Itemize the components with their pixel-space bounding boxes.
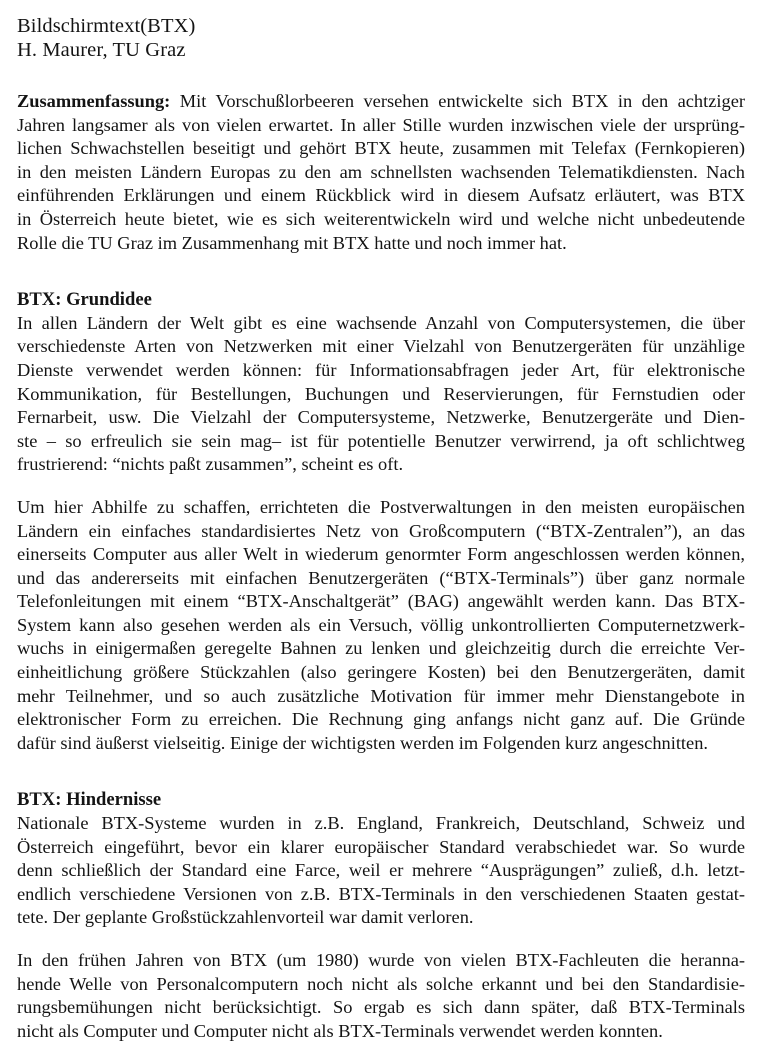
text-line: hende Welle von Personalcomputern noch nicht als solche erkannt und bei den Standardisie- <box>17 973 745 994</box>
section-heading-hindernisse: BTX: Hindernisse <box>17 789 162 811</box>
text-line: Nationale BTX-Systeme wurden in z.B. England, Frankreich, Deutschland, Schweiz und <box>17 813 745 834</box>
text-line: rungsbemühungen nicht berücksichtigt. So ergab es sich dann später, daß BTX-Terminals <box>17 997 745 1018</box>
abstract-line: in Österreich heute bietet, wie es sich weiterentwickeln wird und welche nicht unbedeutende <box>17 208 745 229</box>
section-grundidee-paragraph-2 <box>17 496 745 756</box>
spacer <box>17 263 745 288</box>
text-line: Dienste verwendet werden können: für Informationsabfragen jeder Art, für elektronische <box>17 359 745 380</box>
text-line: In den frühen Jahren von BTX (um 1980) wurde von vielen BTX-Fachleuten die heranna- <box>17 950 745 970</box>
text-line: einerseits Computer aus aller Welt in wiederum genormter Form angeschlossen werden können, <box>17 544 745 565</box>
text-line: Kommunikation, für Bestellungen, Buchungen und Reservierungen, für Fernstudien oder <box>17 383 745 404</box>
text-line: verschiedenste Arten von Netzwerken mit einer Vielzahl von Benutzergeräten für unzählige <box>17 336 745 357</box>
spacer <box>17 485 745 496</box>
text-line: Österreich eingeführt, bevor ein klarer europäischer Standard verabschiedet war. So wurde <box>17 836 745 857</box>
document-author: H. Maurer, TU Graz <box>17 39 186 61</box>
title-block <box>17 14 745 62</box>
text-line: Telefonleitungen mit einem “BTX-Anschaltgerät” (BAG) angewählt werden kann. Das BTX- <box>17 591 745 612</box>
text-line: ste – so erfreulich sie sein mag– ist für potentielle Benutzer verwirrend, ja oft schlichtweg <box>17 430 745 451</box>
spacer <box>17 763 745 788</box>
text-line: mehr Teilnehmer, und so auch zusätzliche Motivation für immer mehr Dienstangebote in <box>17 685 745 706</box>
abstract-label: Zusammenfassung: <box>17 91 171 111</box>
text-line: Um hier Abhilfe zu schaffen, errichteten die Postverwaltungen in den meisten europäischen <box>17 496 745 517</box>
text-line: Fernarbeit, usw. Die Vielzahl der Computersysteme, Netzwerke, Benutzergeräte und Dien- <box>17 407 745 428</box>
abstract-line: einführenden Erklärungen und einem Rückblick wird in diesem Aufsatz erläutert, was BTX <box>17 185 745 206</box>
text-line: einheitlichung größere Stückzahlen (also geringere Kosten) bei den Benutzergeräten, damit <box>17 662 745 683</box>
abstract-line: in den meisten Ländern Europas zu den am schnellsten wachsenden Telematikdiensten. Nach <box>17 161 745 182</box>
text-line: Ländern ein einfaches standardisiertes Netz von Großcomputern (“BTX-Zentralen”), an das <box>17 520 745 541</box>
document-content <box>17 14 745 1043</box>
section-heading-grundidee: BTX: Grundidee <box>17 289 152 311</box>
text-line: In allen Ländern der Welt gibt es eine wachsende Anzahl von Computersystemen, die über <box>17 312 745 333</box>
text-line: wuchs in einigermaßen geregelte Bahnen zu lenken und gleichzeitig durch die erreichte Ver- <box>17 638 745 659</box>
page-title: Bildschirmtext(BTX) <box>17 15 196 37</box>
abstract-line-text: Mit Vorschußlorbeeren versehen entwickelte sich BTX in den achtziger <box>170 91 745 111</box>
text-line: elektronischer Form zu erreichen. Die Rechnung ging anfangs nicht ganz auf. Die Gründe <box>17 709 745 730</box>
abstract-line: Jahren langsamer als von vielen erwartet. In aller Stille wurden inzwischen viele der ursprüng- <box>17 114 745 135</box>
text-line: System kann also gesehen werden als ein Versuch, völlig unkontrollierten Computernetzwerk- <box>17 614 745 635</box>
section-hindernisse-paragraph-1 <box>17 812 745 930</box>
text-line: frustrierend: “nichts paßt zusammen”, scheint es oft. <box>17 454 404 475</box>
text-line: dafür sind äußerst vielseitig. Einige der wichtigsten werden im Folgenden kurz angeschnitten. <box>17 732 708 753</box>
section-hindernisse-paragraph-2 <box>17 949 745 1043</box>
abstract-paragraph <box>17 90 745 255</box>
text-line: endlich verschiedene Versionen von z.B. BTX-Terminals in den verschiedenen Staaten gestat- <box>17 883 745 904</box>
abstract-line: Rolle die TU Graz im Zusammenhang mit BTX hatte und noch immer hat. <box>17 232 567 253</box>
text-line: tete. Der geplante Großstückzahlenvorteil war damit verloren. <box>17 907 474 928</box>
text-line: und das andererseits mit einfachen Benutzergeräten (“BTX-Terminals”) über ganz normale <box>17 567 745 588</box>
text-line: denn schließlich der Standard eine Farce, weil er mehrere “Ausprägungen” zuließ, d.h. letzt- <box>17 860 745 881</box>
abstract-line: lichen Schwachstellen beseitigt und gehört BTX heute, zusammen mit Telefax (Fernkopieren) <box>17 138 745 159</box>
text-line: nicht als Computer und Computer nicht als BTX-Terminals verwendet werden konnten. <box>17 1020 663 1041</box>
section-grundidee-paragraph-1 <box>17 312 745 477</box>
spacer <box>17 938 745 949</box>
abstract-line <box>17 90 745 114</box>
